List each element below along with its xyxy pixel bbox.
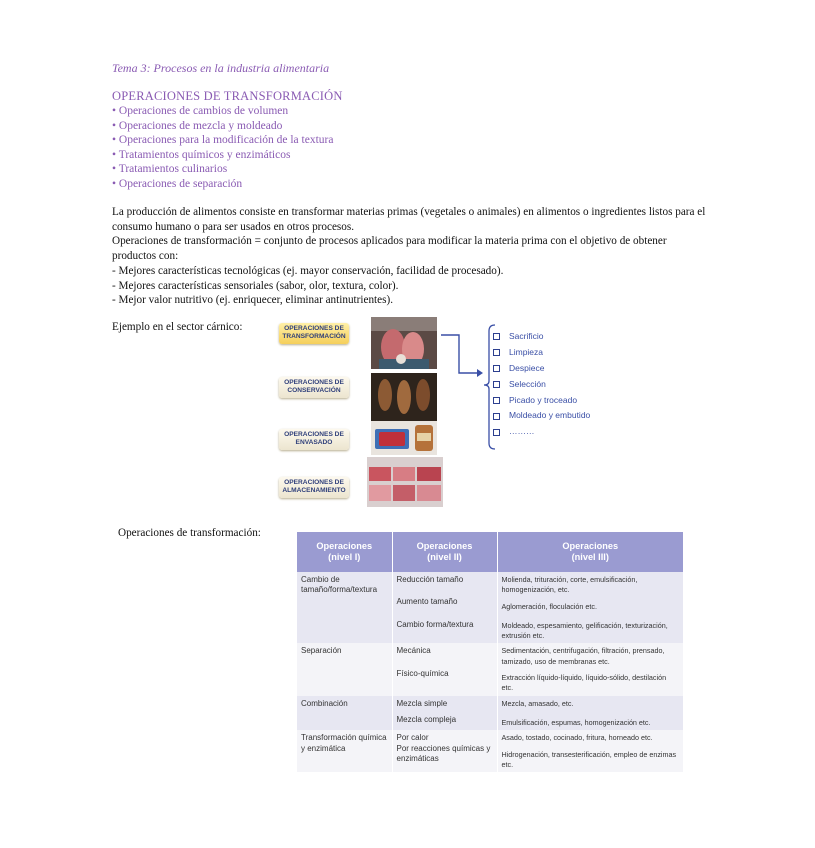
benefit-item: - Mejores características tecnológicas (ej. mayor conservación, facilidad de procesado). [112, 264, 504, 277]
list-item: Selección [493, 377, 590, 393]
checkbox-icon [493, 397, 500, 404]
checkbox-icon [493, 381, 500, 388]
table-cell: Mezcla simple Mezcla compleja [392, 696, 497, 731]
table-cell: Mezcla, amasado, etc. Emulsificación, espumas, homogenización etc. [497, 696, 683, 731]
list-item: Moldeado y embutido [493, 408, 590, 424]
checkbox-icon [493, 349, 500, 356]
table-label: Operaciones de transformación: [118, 527, 261, 539]
op-box-line: CONSERVACIÓN [287, 387, 341, 394]
list-item: • Operaciones de cambios de volumen [112, 105, 289, 117]
list-item: Picado y troceado [493, 393, 590, 409]
op-box-line: OPERACIONES DE [284, 379, 344, 386]
checkbox-icon [493, 429, 500, 436]
meat-display-photo [367, 457, 443, 507]
op-box-line: OPERACIONES DE [284, 325, 344, 332]
operations-list [112, 104, 333, 192]
checkbox-icon [493, 333, 500, 340]
op-box-line: OPERACIONES DE [284, 479, 344, 486]
checkbox-icon [493, 365, 500, 372]
definition-text: Operaciones de transformación = conjunto de procesos aplicados para modificar la materia prima con el objetivo de obtener productos con: [112, 235, 667, 263]
body-paragraph [112, 205, 712, 308]
list-item: Despiece [493, 361, 590, 377]
op-box-envasado [279, 429, 349, 450]
example-label: Ejemplo en el sector cárnico: [112, 321, 243, 333]
table-cell: Separación [297, 643, 392, 695]
list-item: • Tratamientos químicos y enzimáticos [112, 148, 291, 161]
table-cell: Por calor Por reacciones químicas y enzimáticas [392, 730, 497, 772]
table-cell: Combinación [297, 696, 392, 731]
table-cell: Mecánica Físico-química [392, 643, 497, 695]
benefit-item: - Mejores características sensoriales (sabor, olor, textura, color). [112, 279, 399, 292]
intro-text: La producción de alimentos consiste en transformar materias primas (vegetales o animales) en alimentos o ingredientes listos para el consumo humano o para ser usados en otros procesos. [112, 206, 706, 233]
topic-title: Tema 3: Procesos en la industria alimentaria [112, 61, 330, 75]
table-cell: Transformación química y enzimática [297, 730, 392, 772]
table-row [297, 572, 683, 643]
list-item: Sacrificio [493, 329, 590, 345]
benefit-item: - Mejor valor nutritivo (ej. enriquecer, eliminar antinutrientes). [112, 294, 394, 307]
table-cell: Molienda, trituración, corte, emulsificación, homogenización, etc. Aglomeración, floculación etc. Moldeado, espesamiento, gelificación, texturización, extrusión etc. [497, 572, 683, 643]
list-item: • Operaciones de mezcla y moldeado [112, 119, 283, 132]
table-header-row [297, 532, 683, 572]
op-box-line: ALMACENAMIENTO [282, 487, 346, 494]
table-cell: Asado, tostado, cocinado, fritura, horneado etc. Hidrogenación, transesterificación, empleo de enzimas etc. [497, 730, 683, 772]
packaged-meat-photo [371, 421, 437, 455]
section-title: OPERACIONES DE TRANSFORMACIÓN [112, 89, 343, 103]
op-box-conservacion [279, 377, 349, 398]
header-nivel-2: Operaciones (nivel II) [392, 532, 497, 572]
list-item: ……… [493, 424, 590, 440]
checkbox-icon [493, 413, 500, 420]
list-item: Limpieza [493, 345, 590, 361]
carcass-photo [371, 317, 437, 369]
op-box-line: ENVASADO [295, 439, 333, 446]
table-cell: Sedimentación, centrifugación, filtración, prensado, tamizado, uso de membranas etc. Extracción líquido-líquido, líquido-sólido, destilación etc. [497, 643, 683, 695]
list-item: • Operaciones de separación [112, 177, 243, 190]
operations-table [297, 532, 684, 772]
list-item: • Tratamientos culinarios [112, 163, 228, 176]
list-item: • Operaciones para la modificación de la textura [112, 134, 334, 147]
header-nivel-1: Operaciones (nivel I) [297, 532, 392, 572]
op-box-line: OPERACIONES DE [284, 431, 344, 438]
transformation-steps [493, 329, 590, 440]
op-box-almacenamiento [279, 477, 349, 498]
header-nivel-3: Operaciones (nivel III) [497, 532, 683, 572]
op-box-transformacion [279, 323, 349, 344]
table-cell: Reducción tamaño Aumento tamaño Cambio forma/textura [392, 572, 497, 643]
table-row [297, 696, 683, 731]
hams-photo [371, 373, 437, 421]
op-box-line: TRANSFORMACIÓN [282, 333, 346, 340]
connector-arrow [437, 323, 497, 459]
table-row [297, 643, 683, 695]
meat-sector-diagram [275, 315, 615, 511]
table-row [297, 730, 683, 772]
table-cell: Cambio de tamaño/forma/textura [297, 572, 392, 643]
